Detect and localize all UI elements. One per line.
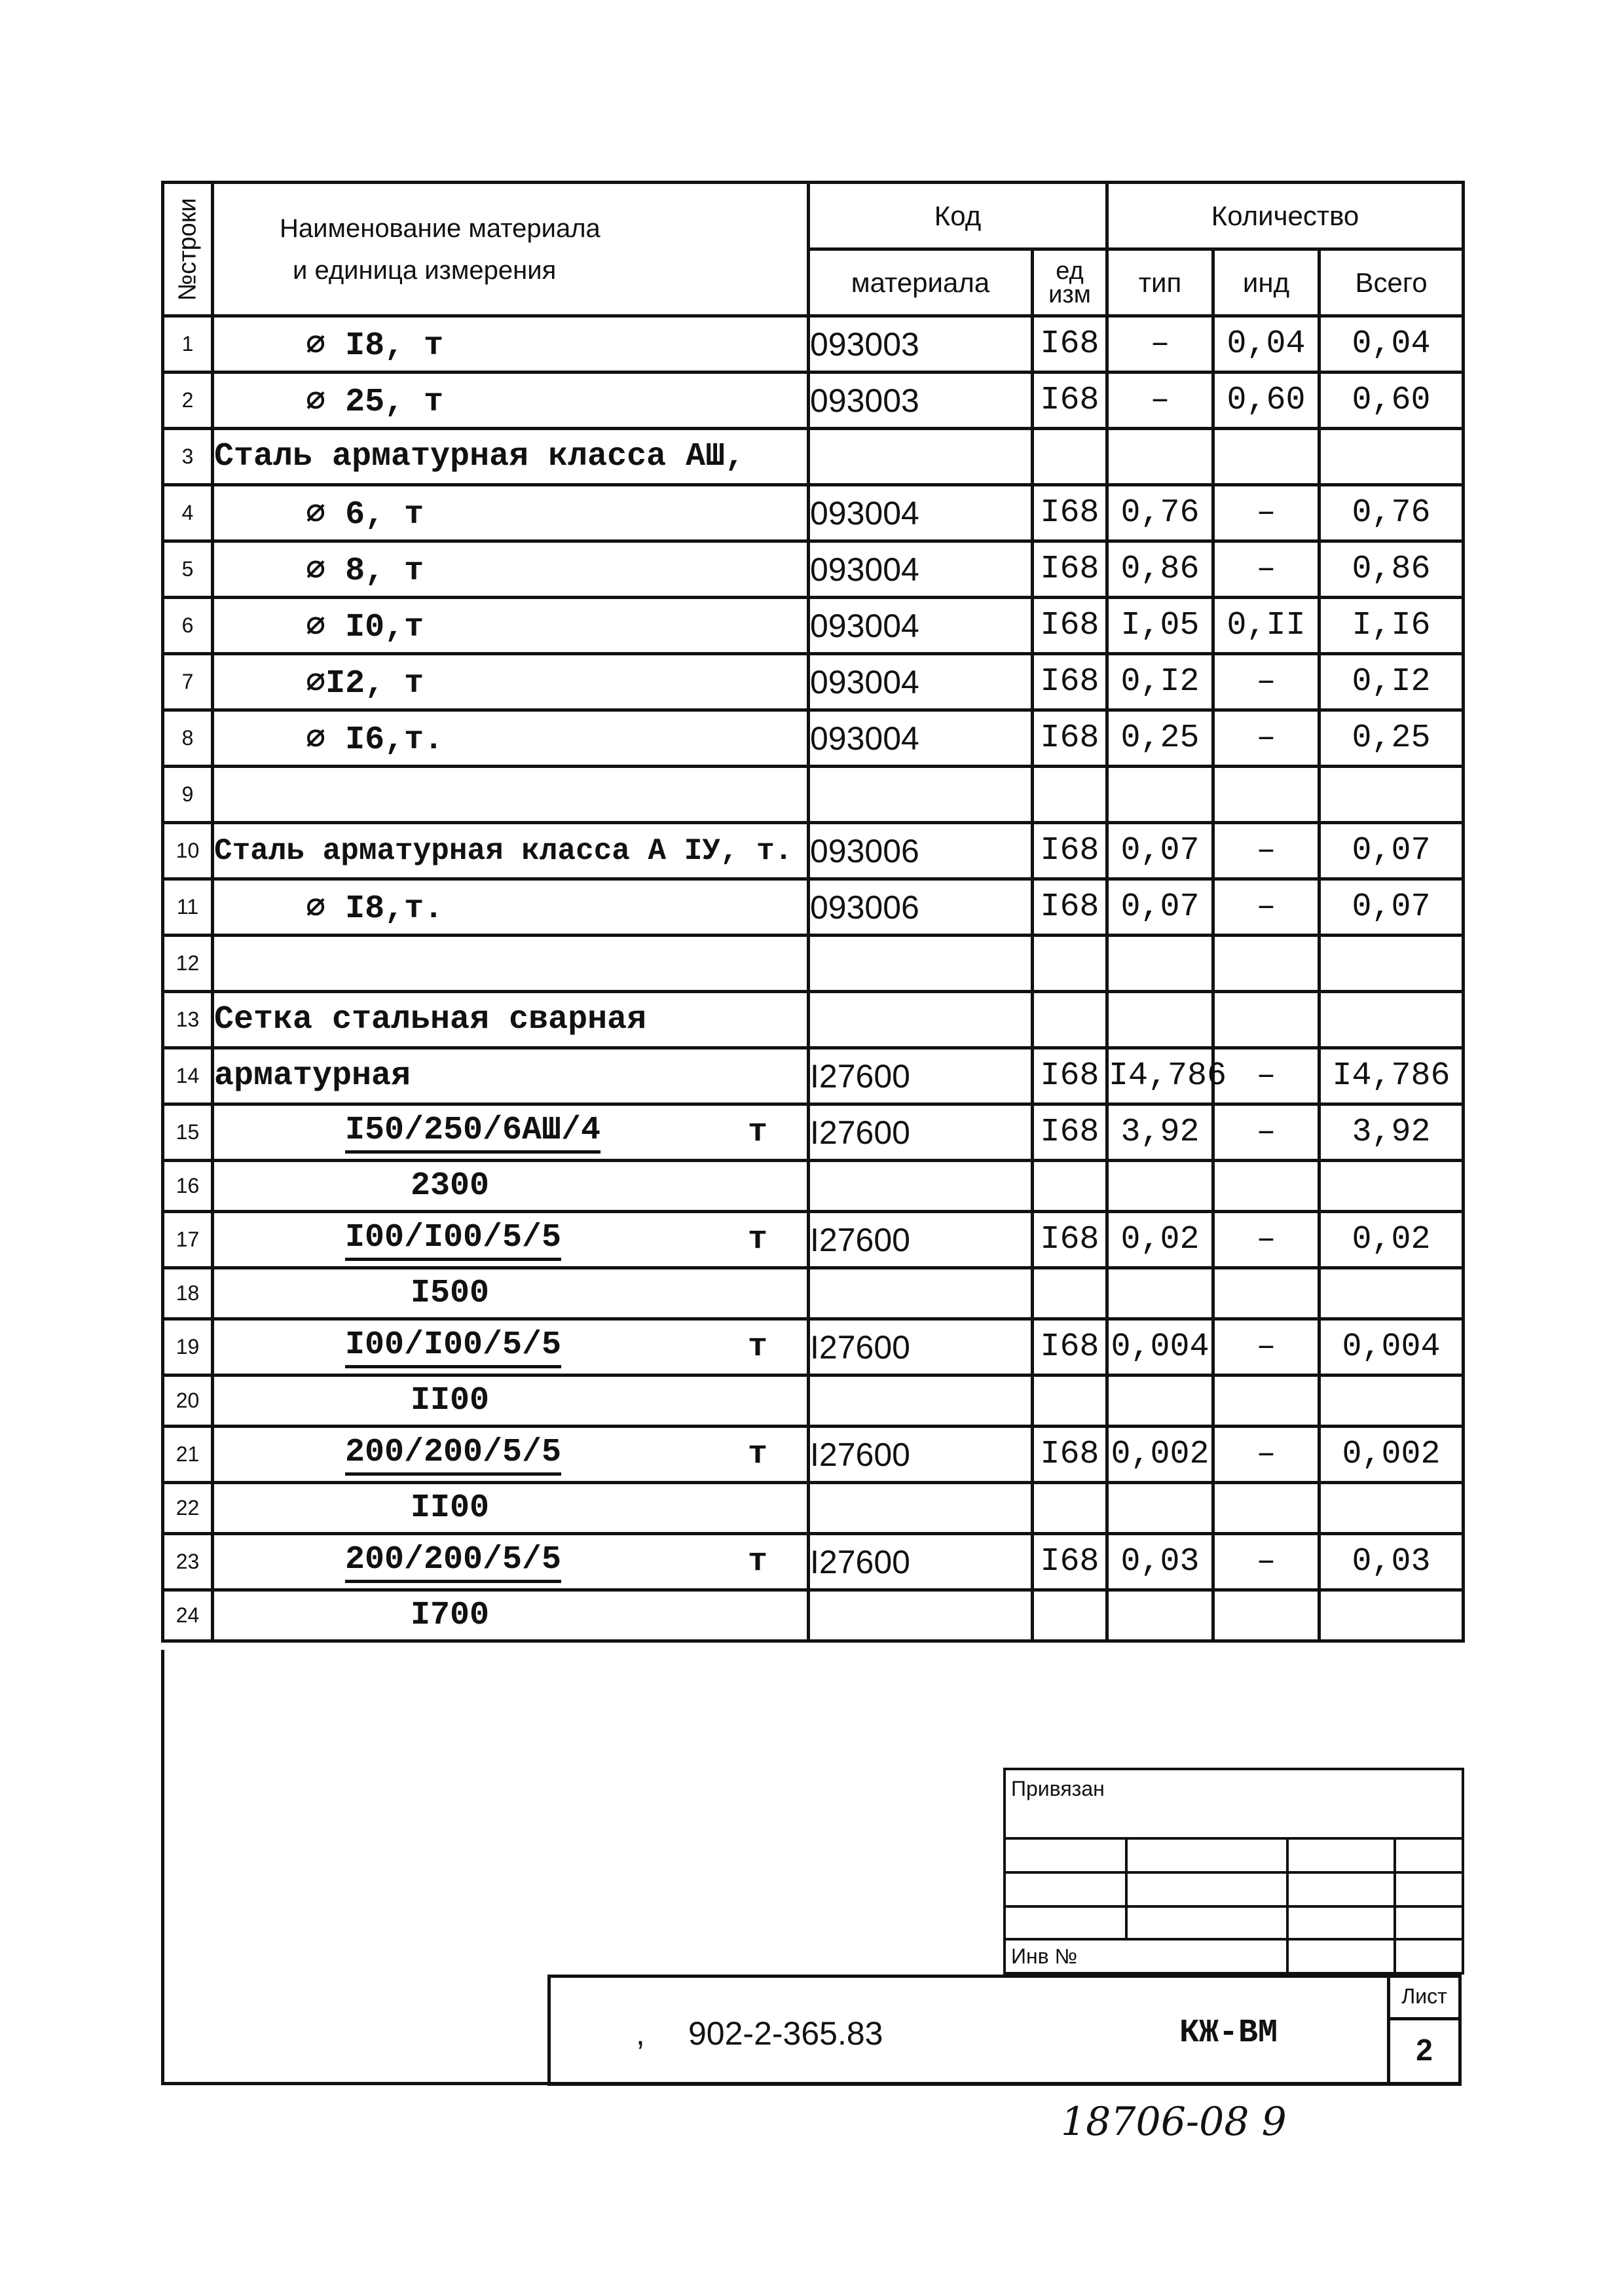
material-code: I27600	[809, 1319, 1033, 1376]
qty-type: 0,03	[1107, 1534, 1213, 1590]
header-code-unit: ед изм	[1033, 249, 1107, 316]
unit-code	[1033, 1483, 1107, 1534]
row-number: 19	[163, 1319, 213, 1376]
mesh-unit: т	[747, 1221, 767, 1258]
qty-ind: –	[1213, 541, 1320, 598]
unit-code: I68	[1033, 373, 1107, 429]
stamp-cell	[1395, 1939, 1463, 1973]
header-quantity-group: Количество	[1107, 183, 1464, 249]
qty-type: 0,76	[1107, 485, 1213, 541]
qty-type: I,05	[1107, 598, 1213, 654]
table-row	[163, 373, 1464, 429]
qty-total	[1320, 1268, 1464, 1319]
title-block-comma: ,	[636, 2015, 645, 2052]
material-code: 093004	[809, 598, 1033, 654]
qty-type	[1107, 767, 1213, 823]
mesh-denominator: II00	[213, 1376, 809, 1427]
stamp-cell	[1126, 1872, 1287, 1906]
material-code: 093003	[809, 316, 1033, 373]
material-code	[809, 1483, 1033, 1534]
unit-code: I68	[1033, 598, 1107, 654]
qty-type	[1107, 429, 1213, 485]
unit-code: I68	[1033, 1048, 1107, 1104]
qty-total: 0,04	[1320, 316, 1464, 373]
table-row	[163, 1590, 1464, 1641]
material-code: 093006	[809, 879, 1033, 936]
table-row	[163, 316, 1464, 373]
material-name	[213, 1534, 809, 1590]
header-qty-type: тип	[1107, 249, 1213, 316]
material-code: I27600	[809, 1534, 1033, 1590]
material-code: 093004	[809, 710, 1033, 767]
qty-ind: –	[1213, 485, 1320, 541]
qty-ind: 0,60	[1213, 373, 1320, 429]
unit-code	[1033, 1376, 1107, 1427]
qty-ind: –	[1213, 1048, 1320, 1104]
qty-total: 0,03	[1320, 1534, 1464, 1590]
qty-type	[1107, 1268, 1213, 1319]
table-row	[163, 710, 1464, 767]
qty-type: 0,25	[1107, 710, 1213, 767]
header-material-name: Наименование материала и единица измерения	[213, 183, 809, 316]
row-number: 11	[163, 879, 213, 936]
mesh-denominator: I500	[213, 1268, 809, 1319]
row-number: 3	[163, 429, 213, 485]
qty-ind: –	[1213, 879, 1320, 936]
table-row	[163, 1104, 1464, 1161]
row-number: 21	[163, 1427, 213, 1483]
qty-type: 0,002	[1107, 1427, 1213, 1483]
qty-total	[1320, 429, 1464, 485]
qty-ind	[1213, 767, 1320, 823]
mesh-numerator: I00/I00/5/5	[345, 1326, 561, 1368]
qty-type	[1107, 1483, 1213, 1534]
qty-ind	[1213, 1590, 1320, 1641]
qty-total: 0,86	[1320, 541, 1464, 598]
table-row	[163, 1048, 1464, 1104]
sheet-label: Лист	[1390, 1978, 1458, 2020]
table-row	[163, 598, 1464, 654]
approval-stamp	[1003, 1768, 1464, 1975]
frame-left-line	[161, 1650, 164, 2082]
qty-type: 0,I2	[1107, 654, 1213, 710]
row-number: 16	[163, 1161, 213, 1212]
mesh-denominator: 2300	[213, 1161, 809, 1212]
row-number: 2	[163, 373, 213, 429]
stamp-cell	[1395, 1906, 1463, 1939]
table-row	[163, 654, 1464, 710]
qty-ind	[1213, 429, 1320, 485]
qty-type	[1107, 1161, 1213, 1212]
qty-type: I4,786	[1107, 1048, 1213, 1104]
unit-code: I68	[1033, 1212, 1107, 1268]
material-code	[809, 936, 1033, 992]
unit-code: I68	[1033, 1104, 1107, 1161]
table-row	[163, 992, 1464, 1048]
mesh-denominator: II00	[213, 1483, 809, 1534]
row-number: 14	[163, 1048, 213, 1104]
table-row	[163, 879, 1464, 936]
header-code-group: Код	[809, 183, 1107, 249]
material-name: Сталь арматурная класса А IУ, т.	[213, 823, 809, 879]
mesh-denominator: I700	[213, 1590, 809, 1641]
material-code	[809, 1590, 1033, 1641]
title-block	[547, 1975, 1462, 2086]
stamp-cell	[1005, 1906, 1126, 1939]
material-code: I27600	[809, 1427, 1033, 1483]
qty-total: 3,92	[1320, 1104, 1464, 1161]
stamp-cell	[1005, 1838, 1126, 1872]
material-name: Сетка стальная сварная	[213, 992, 809, 1048]
material-code	[809, 1268, 1033, 1319]
table-row	[163, 1376, 1464, 1427]
qty-ind: –	[1213, 1212, 1320, 1268]
qty-total: 0,07	[1320, 879, 1464, 936]
mesh-unit: т	[747, 1114, 767, 1151]
material-name: ∅ I6,т.	[213, 710, 809, 767]
qty-ind: –	[1213, 654, 1320, 710]
handwritten-note: 18706-08 9	[1061, 2099, 1287, 2145]
row-number: 23	[163, 1534, 213, 1590]
qty-ind	[1213, 1268, 1320, 1319]
qty-ind: –	[1213, 823, 1320, 879]
stamp-cell	[1126, 1906, 1287, 1939]
specification-table	[161, 181, 1465, 1643]
mesh-numerator: 200/200/5/5	[345, 1541, 561, 1583]
table-row	[163, 1268, 1464, 1319]
material-code: I27600	[809, 1212, 1033, 1268]
stamp-bound-label: Привязан	[1005, 1769, 1463, 1838]
material-code: 093004	[809, 654, 1033, 710]
row-number: 18	[163, 1268, 213, 1319]
qty-ind	[1213, 992, 1320, 1048]
stamp-cell	[1287, 1838, 1395, 1872]
row-number: 6	[163, 598, 213, 654]
row-number: 7	[163, 654, 213, 710]
material-code	[809, 767, 1033, 823]
row-number: 9	[163, 767, 213, 823]
qty-total	[1320, 767, 1464, 823]
material-code	[809, 1376, 1033, 1427]
qty-type	[1107, 936, 1213, 992]
material-name	[213, 767, 809, 823]
qty-total: 0,I2	[1320, 654, 1464, 710]
qty-total	[1320, 936, 1464, 992]
row-number: 10	[163, 823, 213, 879]
qty-total: 0,02	[1320, 1212, 1464, 1268]
unit-code: I68	[1033, 879, 1107, 936]
material-name	[213, 1104, 809, 1161]
table-row	[163, 541, 1464, 598]
unit-code	[1033, 767, 1107, 823]
row-number: 20	[163, 1376, 213, 1427]
stamp-cell	[1395, 1872, 1463, 1906]
row-number: 17	[163, 1212, 213, 1268]
qty-total	[1320, 1161, 1464, 1212]
qty-ind: –	[1213, 710, 1320, 767]
material-code	[809, 992, 1033, 1048]
stamp-cell	[1287, 1939, 1395, 1973]
qty-total: I,I6	[1320, 598, 1464, 654]
qty-total: I4,786	[1320, 1048, 1464, 1104]
qty-total	[1320, 1483, 1464, 1534]
table-row	[163, 823, 1464, 879]
unit-code	[1033, 1268, 1107, 1319]
qty-total: 0,25	[1320, 710, 1464, 767]
qty-type: 0,07	[1107, 823, 1213, 879]
mesh-unit: т	[747, 1328, 767, 1366]
material-name	[213, 1212, 809, 1268]
qty-total	[1320, 1376, 1464, 1427]
unit-code	[1033, 1161, 1107, 1212]
stamp-cell	[1287, 1906, 1395, 1939]
stamp-inv-label: Инв №	[1005, 1939, 1287, 1973]
qty-type: 0,07	[1107, 879, 1213, 936]
row-number: 24	[163, 1590, 213, 1641]
table-row	[163, 1319, 1464, 1376]
row-number: 5	[163, 541, 213, 598]
mesh-numerator: I50/250/6АШ/4	[345, 1112, 600, 1154]
stamp-cell	[1126, 1838, 1287, 1872]
qty-ind	[1213, 1376, 1320, 1427]
mesh-unit: т	[747, 1436, 767, 1473]
qty-type: 0,004	[1107, 1319, 1213, 1376]
header-qty-ind: инд	[1213, 249, 1320, 316]
qty-total: 0,002	[1320, 1427, 1464, 1483]
unit-code	[1033, 992, 1107, 1048]
qty-type	[1107, 1376, 1213, 1427]
row-number: 4	[163, 485, 213, 541]
material-name	[213, 1319, 809, 1376]
material-name: ∅ I8, т	[213, 316, 809, 373]
table-row	[163, 429, 1464, 485]
qty-ind	[1213, 1483, 1320, 1534]
table-row	[163, 1212, 1464, 1268]
unit-code: I68	[1033, 1534, 1107, 1590]
qty-type: 0,86	[1107, 541, 1213, 598]
qty-ind: –	[1213, 1319, 1320, 1376]
table-row	[163, 936, 1464, 992]
unit-code	[1033, 936, 1107, 992]
stamp-cell	[1287, 1872, 1395, 1906]
unit-code: I68	[1033, 710, 1107, 767]
mesh-unit: т	[747, 1543, 767, 1580]
qty-ind: 0,04	[1213, 316, 1320, 373]
material-name: Сталь арматурная класса АШ,	[213, 429, 809, 485]
unit-code	[1033, 429, 1107, 485]
row-number: 15	[163, 1104, 213, 1161]
unit-code: I68	[1033, 823, 1107, 879]
material-name	[213, 936, 809, 992]
sheet-box	[1387, 1978, 1458, 2083]
qty-type: 3,92	[1107, 1104, 1213, 1161]
header-code-material: материала	[809, 249, 1033, 316]
qty-type	[1107, 1590, 1213, 1641]
material-name: ∅I2, т	[213, 654, 809, 710]
qty-total	[1320, 992, 1464, 1048]
document-code: КЖ-ВМ	[1179, 2014, 1278, 2052]
qty-ind: –	[1213, 1534, 1320, 1590]
material-name: ∅ I8,т.	[213, 879, 809, 936]
material-code: 093003	[809, 373, 1033, 429]
unit-code: I68	[1033, 541, 1107, 598]
qty-ind: –	[1213, 1104, 1320, 1161]
qty-type: 0,02	[1107, 1212, 1213, 1268]
header-qty-total: Всего	[1320, 249, 1464, 316]
mesh-numerator: I00/I00/5/5	[345, 1219, 561, 1261]
material-code: 093006	[809, 823, 1033, 879]
material-code: 093004	[809, 485, 1033, 541]
material-name: ∅ 25, т	[213, 373, 809, 429]
qty-total	[1320, 1590, 1464, 1641]
unit-code	[1033, 1590, 1107, 1641]
qty-type	[1107, 992, 1213, 1048]
table-row	[163, 1161, 1464, 1212]
header-row-number: №строки	[163, 183, 213, 316]
material-code	[809, 429, 1033, 485]
row-number: 12	[163, 936, 213, 992]
unit-code: I68	[1033, 1319, 1107, 1376]
sheet-number: 2	[1416, 2033, 1433, 2067]
material-name: арматурная	[213, 1048, 809, 1104]
unit-code: I68	[1033, 316, 1107, 373]
material-code: I27600	[809, 1104, 1033, 1161]
stamp-cell	[1005, 1872, 1126, 1906]
qty-ind	[1213, 936, 1320, 992]
qty-ind: –	[1213, 1427, 1320, 1483]
unit-code: I68	[1033, 485, 1107, 541]
row-number: 8	[163, 710, 213, 767]
material-name	[213, 1427, 809, 1483]
material-name: ∅ 8, т	[213, 541, 809, 598]
table-row	[163, 485, 1464, 541]
material-name: ∅ I0,т	[213, 598, 809, 654]
qty-total: 0,60	[1320, 373, 1464, 429]
row-number: 22	[163, 1483, 213, 1534]
table-row	[163, 1534, 1464, 1590]
unit-code: I68	[1033, 654, 1107, 710]
table-row	[163, 767, 1464, 823]
table-row	[163, 1427, 1464, 1483]
qty-total: 0,004	[1320, 1319, 1464, 1376]
material-name: ∅ 6, т	[213, 485, 809, 541]
unit-code: I68	[1033, 1427, 1107, 1483]
qty-total: 0,07	[1320, 823, 1464, 879]
material-code: I27600	[809, 1048, 1033, 1104]
row-number: 13	[163, 992, 213, 1048]
document-number: 902-2-365.83	[688, 2015, 883, 2052]
table-row	[163, 1483, 1464, 1534]
row-number: 1	[163, 316, 213, 373]
material-code	[809, 1161, 1033, 1212]
qty-ind: 0,II	[1213, 598, 1320, 654]
mesh-numerator: 200/200/5/5	[345, 1434, 561, 1476]
stamp-cell	[1395, 1838, 1463, 1872]
qty-type: –	[1107, 373, 1213, 429]
qty-type: –	[1107, 316, 1213, 373]
qty-total: 0,76	[1320, 485, 1464, 541]
qty-ind	[1213, 1161, 1320, 1212]
material-code: 093004	[809, 541, 1033, 598]
